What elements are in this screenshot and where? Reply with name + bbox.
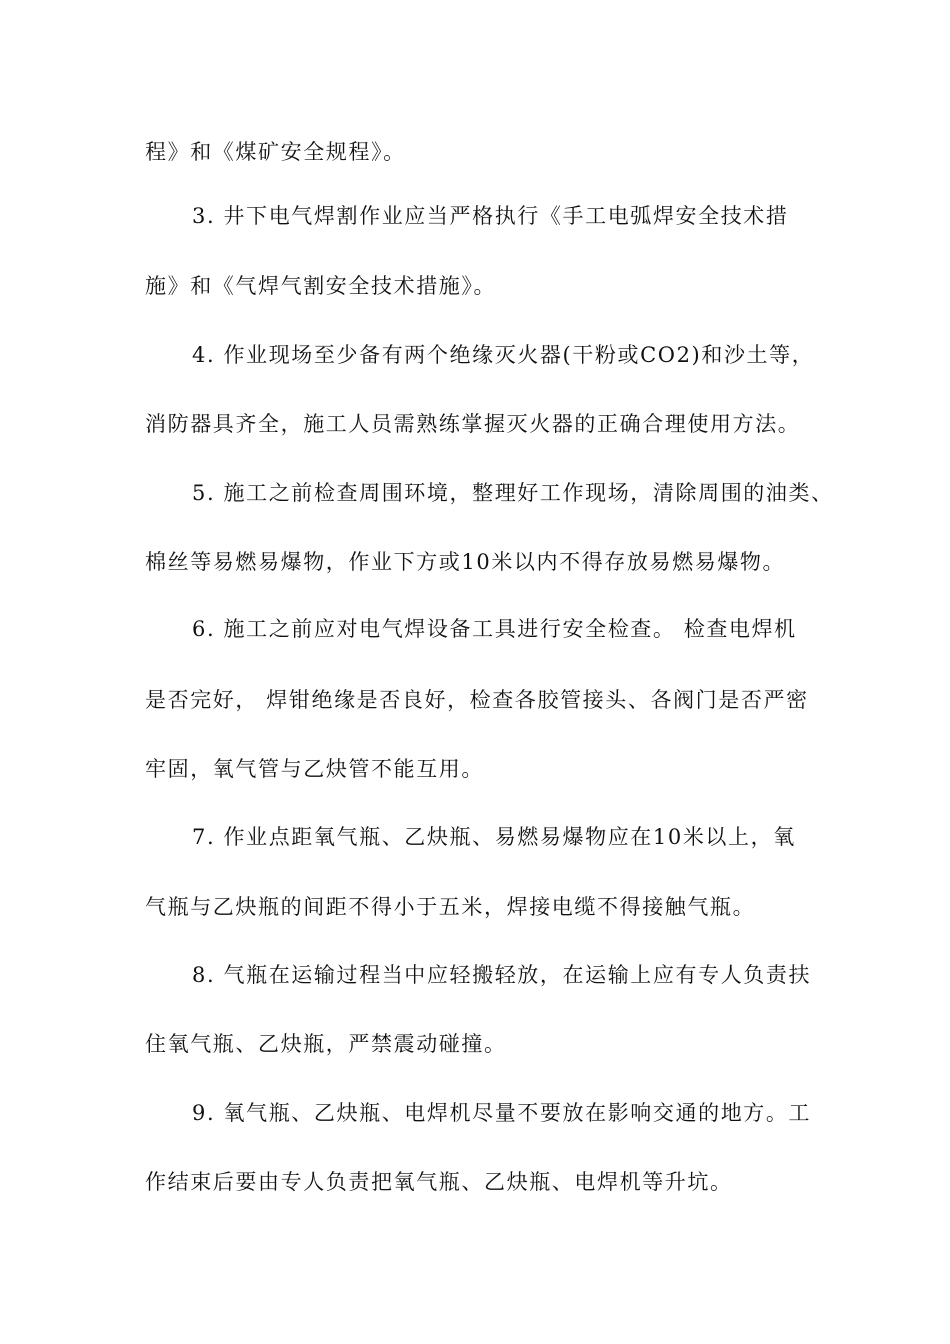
text-line: 牢固，氧气管与乙炔管不能互用。 (145, 757, 484, 781)
text-line: 6. 施工之前应对电气焊设备工具进行安全检查。 检查电焊机 (192, 617, 797, 641)
text-line: 9. 氧气瓶、乙炔瓶、电焊机尽量不要放在影响交通的地方。工 (192, 1101, 812, 1125)
text-line: 住氧气瓶、乙炔瓶，严禁震动碰撞。 (145, 1032, 507, 1056)
text-line: 7. 作业点距氧气瓶、乙炔瓶、易燃易爆物应在10米以上，氧 (192, 825, 796, 849)
text-line: 8. 气瓶在运输过程当中应轻搬轻放，在运输上应有专人负责扶 (192, 963, 812, 987)
text-line: 程》和《煤矿安全规程》。 (145, 140, 406, 164)
text-line: 施》和《气焊气割安全技术措施》。 (145, 274, 497, 298)
text-line: 3. 井下电气焊割作业应当严格执行《手工电弧焊安全技术措 (192, 204, 789, 228)
text-line: 消防器具齐全，施工人员需熟练掌握灭火器的正确合理使用方法。 (145, 412, 801, 436)
text-line: 5. 施工之前检查周围环境，整理好工作现场，清除周围的油类、 (192, 481, 834, 505)
text-line: 作结束后要由专人负责把氧气瓶、乙炔瓶、电焊机等升坑。 (145, 1170, 733, 1194)
text-line: 是否完好， 焊钳绝缘是否良好，检查各胶管接头、各阀门是否严密 (145, 688, 809, 712)
text-line: 棉丝等易燃易爆物，作业下方或10米以内不得存放易燃易爆物。 (145, 550, 786, 574)
text-line: 气瓶与乙炔瓶的间距不得小于五米，焊接电缆不得接触气瓶。 (145, 895, 756, 919)
text-line: 4. 作业现场至少备有两个绝缘灭火器(干粉或CO2)和沙土等， (192, 343, 815, 367)
